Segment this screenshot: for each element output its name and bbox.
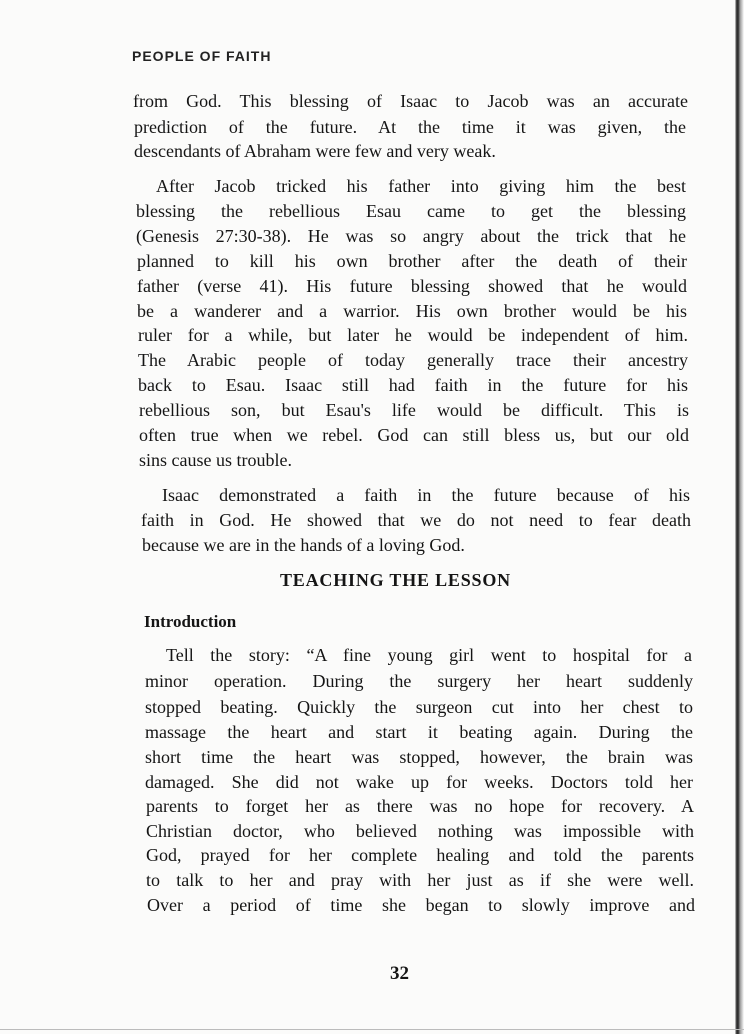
text-line: blessing the rebellious Esau came to get the blessing: [136, 201, 686, 221]
text-line: Christian doctor, who believed nothing was impossible with: [146, 821, 694, 841]
text-line: parents to forget her as there was no hope for recovery. A: [146, 796, 694, 816]
text-line: planned to kill his own brother after the death of their: [137, 251, 687, 271]
text-line: because we are in the hands of a loving God.: [142, 535, 465, 555]
text-line: be a wanderer and a warrior. His own brother would be his: [137, 301, 687, 321]
text-line: (Genesis 27:30-38). He was so angry about the trick that he: [136, 226, 686, 246]
text-line: Tell the story: “A fine young girl went to hospital for a: [166, 645, 692, 665]
text-line: damaged. She did not wake up for weeks. Doctors told her: [145, 772, 693, 792]
scan-bottom-edge: [0, 1029, 744, 1030]
text-line: After Jacob tricked his father into giving him the best: [156, 176, 686, 196]
text-line: to talk to her and pray with her just as if she were well.: [146, 870, 694, 890]
text-line: short time the heart was stopped, however, the brain was: [145, 747, 693, 767]
running-head: PEOPLE OF FAITH: [132, 48, 272, 64]
text-line: massage the heart and start it beating again. During the: [145, 722, 693, 742]
text-line: ruler for a while, but later he would be independent of him.: [138, 325, 688, 345]
text-line: stopped beating. Quickly the surgeon cut into her chest to: [145, 697, 693, 717]
page-number: 32: [390, 963, 409, 984]
text-line: faith in God. He showed that we do not need to fear death: [141, 510, 691, 530]
text-line: father (verse 41). His future blessing showed that he would: [137, 276, 687, 296]
text-line: minor operation. During the surgery her heart suddenly: [145, 671, 693, 691]
text-line: back to Esau. Isaac still had faith in the future for his: [138, 375, 688, 395]
text-line: prediction of the future. At the time it was given, the: [134, 117, 686, 137]
text-line: from God. This blessing of Isaac to Jacob was an accurate: [133, 91, 688, 111]
text-line: descendants of Abraham were few and very weak.: [134, 141, 496, 161]
scan-edge: [732, 0, 744, 1034]
text-line: The Arabic people of today generally trace their ancestry: [138, 350, 688, 370]
text-line: rebellious son, but Esau's life would be difficult. This is: [139, 400, 689, 420]
section-heading: TEACHING THE LESSON: [280, 570, 511, 590]
text-line: sins cause us trouble.: [139, 450, 292, 470]
text-line: often true when we rebel. God can still bless us, but our old: [139, 425, 689, 445]
subheading: Introduction: [144, 612, 237, 631]
text-line: Isaac demonstrated a faith in the future because of his: [162, 485, 690, 505]
text-line: God, prayed for her complete healing and told the parents: [146, 845, 694, 865]
text-line: Over a period of time she began to slowly improve and: [147, 895, 695, 915]
